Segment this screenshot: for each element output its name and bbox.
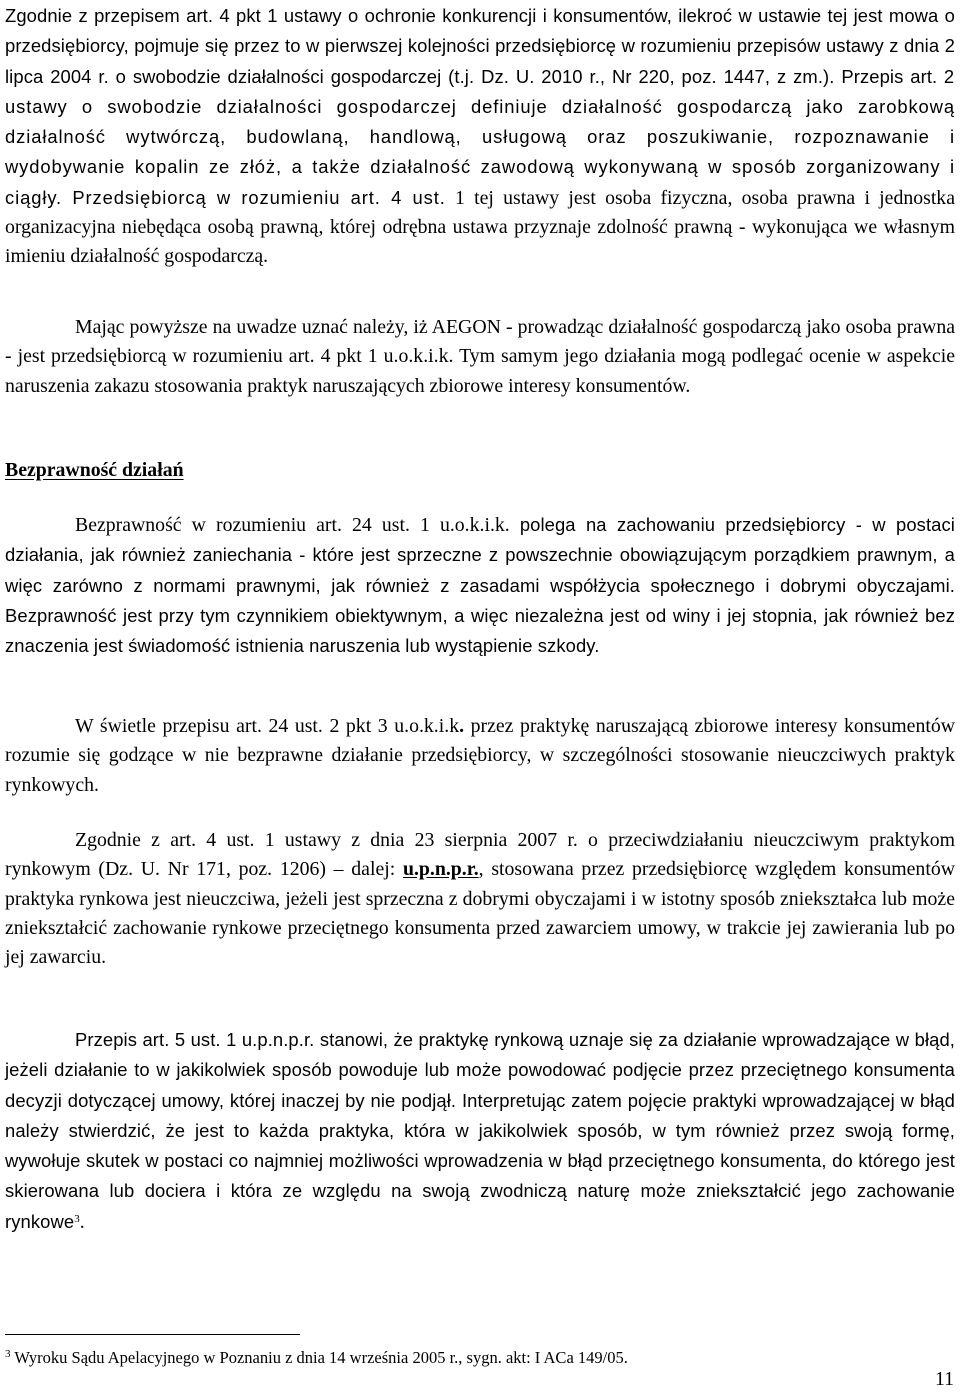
footnote-text: Wyroku Sądu Apelacyjnego w Poznaniu z dnia 14 września 2005 r., sygn. akt: I ACa 149/05.: [14, 1348, 628, 1367]
footnote-divider: [5, 1334, 300, 1335]
paragraph-misleading-practice: [5, 1025, 955, 1237]
abbreviation-upnpr: u.p.n.p.r.: [402, 858, 479, 881]
paragraph-unlawfulness: [5, 510, 955, 661]
bold-dot: .: [459, 715, 465, 737]
footnote: [5, 1347, 628, 1369]
paragraph-aegon-entrepreneur: [5, 313, 955, 401]
paragraph-part-sans: polega na zachowaniu przedsiębiorcy - w postaci działania, jak również zaniechania - które jest sprzeczne z powszechnie obowiązującym porządkiem prawnym, a więc zarówno z normami prawnymi, jak również z zasadami współżycia społecznego i dobrymi obyczajami. Bezprawność jest przy tym czynnikiem obiektywnym, a więc niezależna jest od winy i jej stopnia, jak również bez znaczenia jest świadomość istnienia naruszenia lub wystąpienie szkody.: [5, 514, 955, 657]
section-heading: Bezprawność działań: [5, 459, 184, 481]
page-number: 11: [934, 1368, 954, 1390]
paragraph-part-serif: , stosowana przez przedsiębiorcę względem konsumentów praktyka rynkowa jest nieuczciwa, jeżeli jest sprzeczna z dobrymi obyczajami i w istotny sposób zniekształca lub może zniekształcić zachowanie rynkowe przeciętnego konsumenta przed zawarciem umowy, w trakcie jej zawierania lub po jej zawarciu.: [5, 858, 955, 969]
paragraph-end: .: [79, 1210, 85, 1233]
paragraph-part-sans: Zgodnie z przepisem art. 4 pkt 1 ustawy o ochronie konkurencji i konsumentów, ilekroć w ustawie tej jest mowa o przedsiębiorcy, pojmuje się przez to w pierwszej kolejności przedsiębiorcę w rozumieniu przepisów ustawy z dnia 2 lipca 2004 r. o swobodzie działalności gospodarczej (t.j. Dz. U. 2010 r., Nr 220, poz. 1447, z zm.). Przepis art.: [5, 5, 955, 87]
paragraph-collective-interests: [5, 712, 955, 800]
footnote-marker: 3: [5, 1348, 11, 1360]
paragraph-text: Mając powyższe na uwadze uznać należy, iż AEGON - prowadząc działalność gospodarczą jako osoba prawna - jest przedsiębiorcą w rozumieniu art. 4 pkt 1 u.o.k.i.k. Tym samym jego działania mogą podlegać ocenie w aspekcie naruszenia zakazu stosowania praktyk naruszających zbiorowe interesy konsumentów.: [5, 316, 955, 397]
paragraph-competition-law: [5, 1, 955, 272]
paragraph-part-serif: Zgodnie z art. 4 ust. 1 ustawy z dnia 23 sierpnia 2007 r. o przeciwdziałaniu nieuczciwym praktykom rynkowym (Dz. U. Nr 171, poz. 1206) – dalej:: [5, 829, 955, 881]
paragraph-part-serif: Bezprawność w rozumieniu art. 24 ust. 1 u.o.k.i.k.: [75, 514, 510, 536]
paragraph-text: Przepis art. 5 ust. 1 u.p.n.p.r. stanowi, że praktykę rynkową uznaje się za działanie wprowadzające w błąd, jeżeli działanie to w jakikolwiek sposób powoduje lub może powodować podjęcie przez przeciętnego konsumenta decyzji dotyczącej umowy, której inaczej by nie podjął. Interpretując zatem pojęcie praktyki wprowadzającej w błąd należy stwierdzić, że jest to każda praktyka, która w jakikolwiek sposób, w tym również przez swoją formę, wywołuje skutek w postaci co najmniej możliwości wprowadzenia w błąd przeciętnego konsumenta, do którego jest skierowana lub dociera i która ze względu na swoją zwodniczą naturę może zniekształcić jego zachowanie rynkowe: [5, 1029, 955, 1232]
paragraph-part-serif: 1 tej ustawy jest osoba fizyczna, osoba prawna i jednostka organizacyjna niebędąca osobą prawną, której odrębna ustawa przyznaje zdolność prawną - wykonująca we własnym imieniu działalność gospodarczą.: [5, 186, 955, 268]
paragraph-part-serif: przez praktykę naruszającą zbiorowe interesy konsumentów rozumie się godzące w nie bezprawne działanie przedsiębiorcy, w szczególności stosowanie nieuczciwych praktyk rynkowych.: [5, 715, 956, 796]
paragraph-unfair-practices: [5, 826, 955, 972]
paragraph-part-serif: W świetle przepisu art. 24 ust. 2 pkt 3 u.o.k.i.k: [75, 715, 460, 737]
footnote-reference[interactable]: 3: [74, 1212, 80, 1225]
paragraph-part-sans-spaced: 2 ustawy o swobodzie działalności gospodarczej definiuje działalność gospodarczą jako zarobkową działalność wytwórczą, budowlaną, handlową, usługową oraz poszukiwanie, rozpoznawanie i wydobywanie kopalin ze złóż, a także działalność zawodową wykonywaną w sposób zorganizowany i ciągły. Przedsiębiorcą w rozumieniu art. 4 ust.: [5, 65, 956, 208]
